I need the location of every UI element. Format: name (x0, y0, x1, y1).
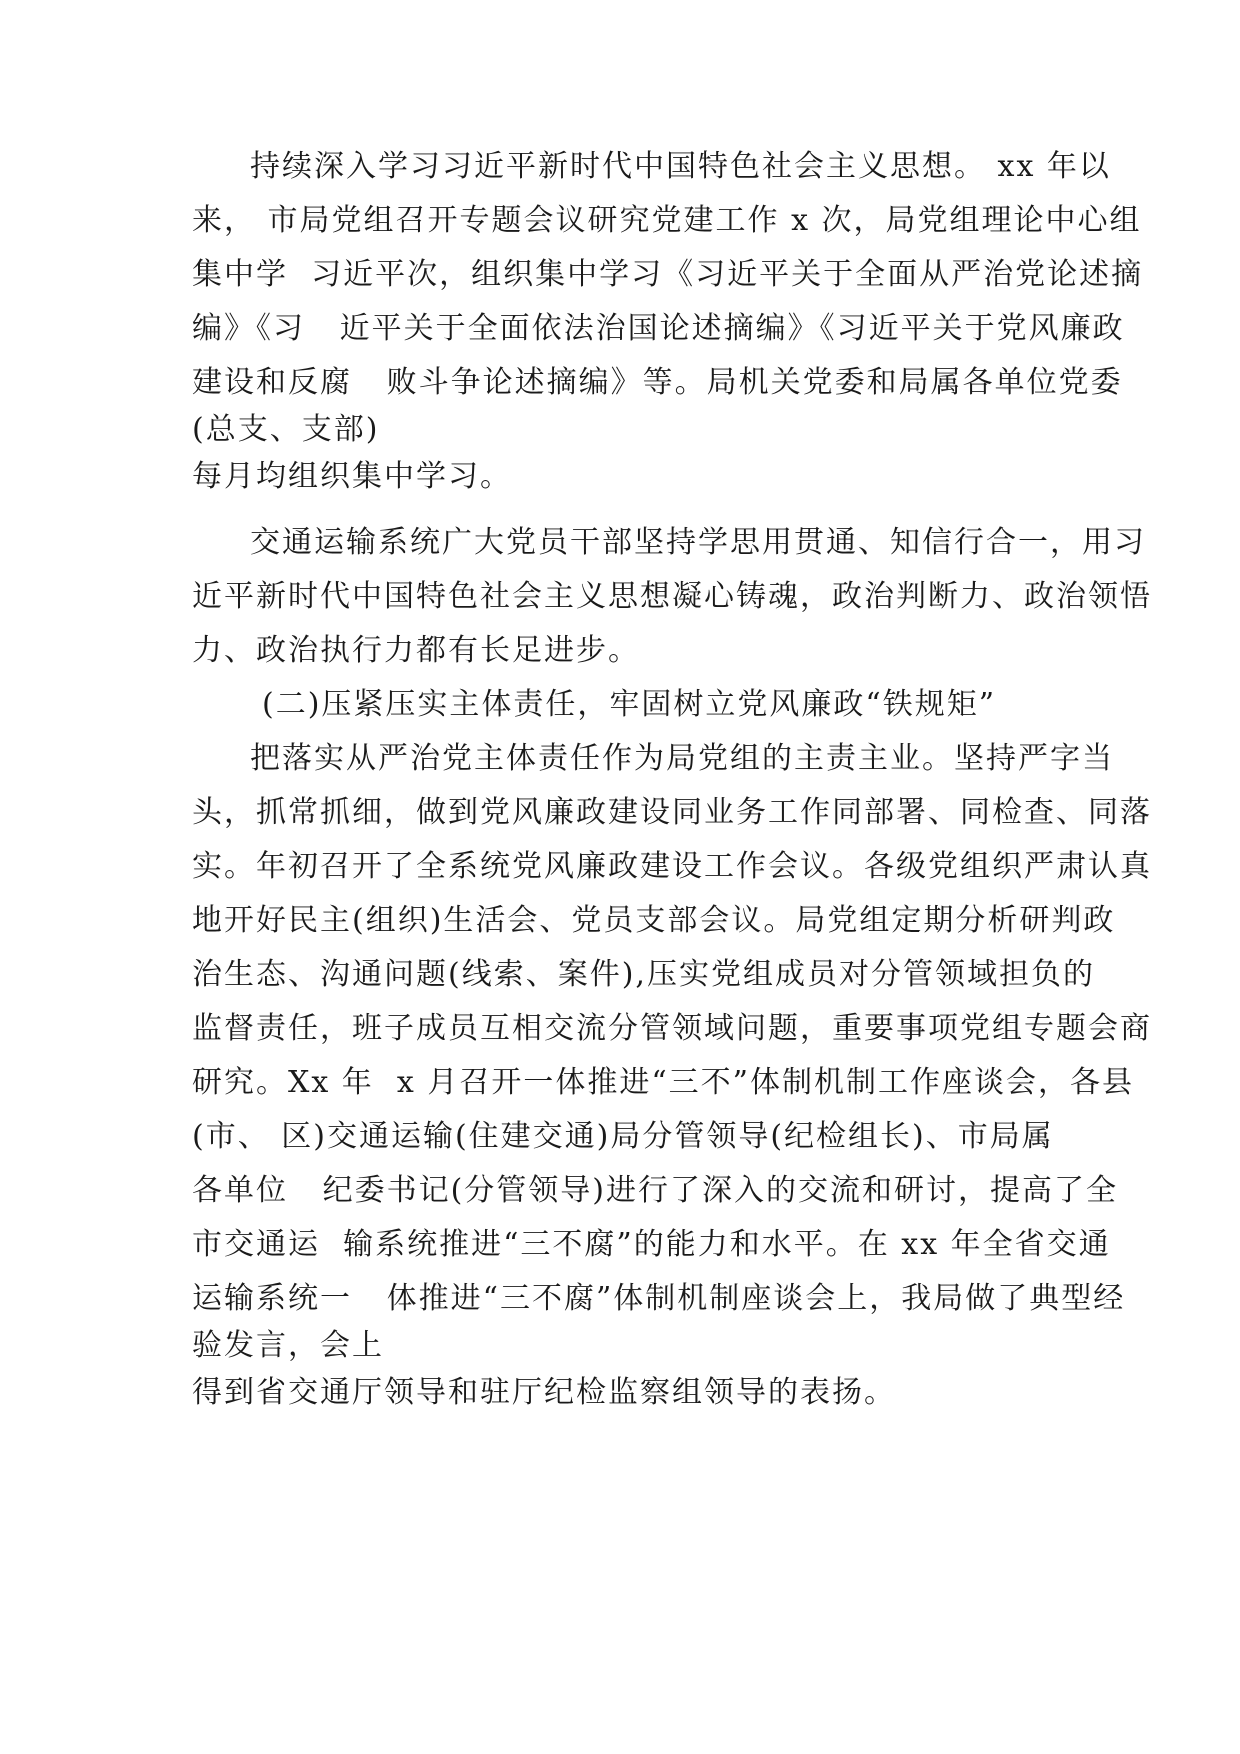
paragraph-3-line-8: (市、 区)交通运输(住建交通)局分管领导(纪检组长)、市局属 (192, 1119, 1054, 1154)
paragraph-1-line-2: 来， 市局党组召开专题会议研究党建工作 x 次，局党组理论中心组 (192, 203, 1142, 238)
paragraph-1-line-6: (总支、支部) (192, 412, 380, 447)
paragraph-1-line-7: 每月均组织集中学习。 (192, 459, 512, 494)
paragraph-3-line-5: 治生态、沟通问题(线索、案件),压实党组成员对分管领域担负的 (192, 957, 1095, 992)
paragraph-2-line-1: 交通运输系统广大党员干部坚持学思用贯通、知信行合一，用习 (250, 525, 1146, 560)
paragraph-2-line-2: 近平新时代中国特色社会主义思想凝心铸魂，政治判断力、政治领悟 (192, 579, 1152, 614)
paragraph-3-line-1: 把落实从严治党主体责任作为局党组的主责主业。坚持严字当 (250, 741, 1114, 776)
paragraph-2-line-3: 力、政治执行力都有长足进步。 (192, 633, 640, 668)
paragraph-3-line-6: 监督责任，班子成员互相交流分管领域问题，重要事项党组专题会商 (192, 1011, 1152, 1046)
paragraph-3-line-9: 各单位 纪委书记(分管领导)进行了深入的交流和研讨，提高了全 (192, 1173, 1119, 1208)
section-heading-2: (二)压紧压实主体责任，牢固树立党风廉政“铁规矩” (262, 687, 997, 722)
paragraph-3-line-10: 市交通运 输系统推进“三不腐”的能力和水平。在 xx 年全省交通 (192, 1227, 1111, 1262)
paragraph-3-line-12: 验发言，会上 (192, 1328, 384, 1363)
paragraph-3-line-11: 运输系统一 体推进“三不腐”体制机制座谈会上，我局做了典型经 (192, 1281, 1126, 1316)
paragraph-3-line-4: 地开好民主(组织)生活会、党员支部会议。局党组定期分析研判政 (192, 903, 1116, 938)
paragraph-3-line-3: 实。年初召开了全系统党风廉政建设工作会议。各级党组织严肃认真 (192, 849, 1152, 884)
paragraph-3-line-13: 得到省交通厅领导和驻厅纪检监察组领导的表扬。 (192, 1375, 896, 1410)
paragraph-3-line-2: 头，抓常抓细，做到党风廉政建设同业务工作同部署、同检查、同落 (192, 795, 1152, 830)
paragraph-1-line-4: 编》《习 近平关于全面依法治国论述摘编》《习近平关于党风廉政 (192, 311, 1125, 346)
paragraph-1-line-5: 建设和反腐 败斗争论述摘编》等。局机关党委和局属各单位党委 (192, 365, 1123, 400)
paragraph-3-line-7: 研究。Xx 年 x 月召开一体推进“三不”体制机制工作座谈会，各县 (192, 1065, 1135, 1100)
paragraph-1-line-1: 持续深入学习习近平新时代中国特色社会主义思想。 xx 年以 (250, 149, 1111, 184)
paragraph-1-line-3: 集中学 习近平次，组织集中学习《习近平关于全面从严治党论述摘 (192, 257, 1144, 292)
